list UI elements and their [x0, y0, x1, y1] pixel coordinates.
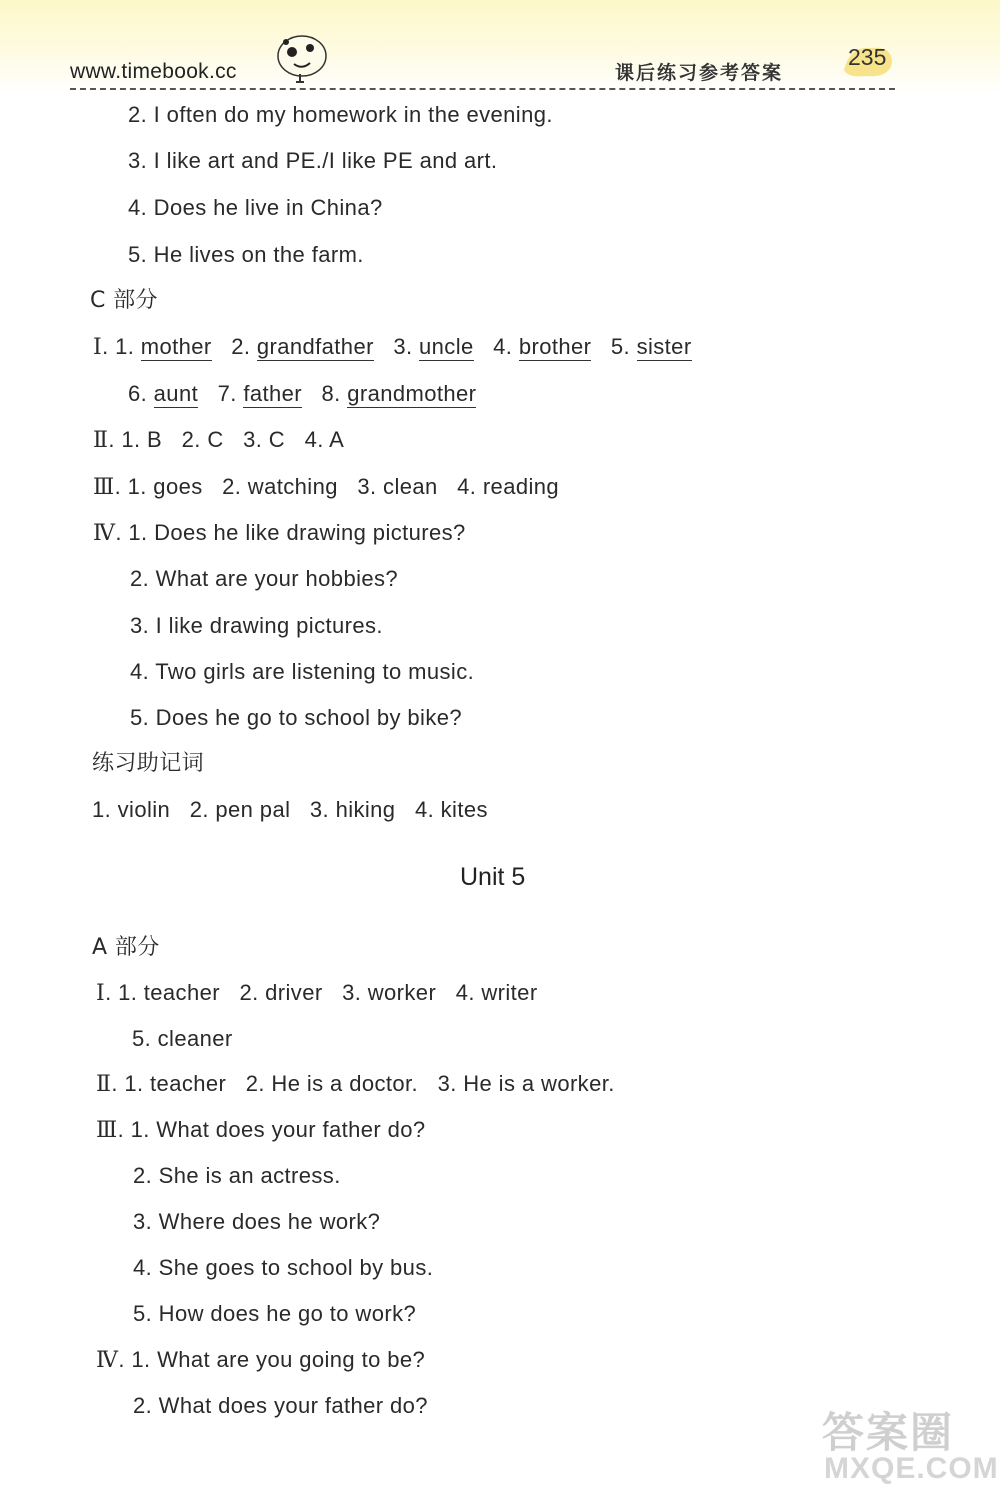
underlined-word: mother	[140, 334, 212, 359]
answer-line-c1: Ⅰ. 1. mother 2. grandfather 3. uncle 4. brother 5. sister	[93, 334, 692, 360]
answer-line-c1b: 6. aunt 7. father 8. grandmother	[128, 381, 477, 406]
header-divider	[70, 88, 895, 90]
site-url: www.timebook.cc	[70, 60, 237, 83]
roman-numeral: Ⅲ	[93, 475, 115, 500]
answer-line-a2: Ⅱ. 1. teacher 2. He is a doctor. 3. He is a worker.	[96, 1071, 615, 1097]
memory-words-line: 1. violin 2. pen pal 3. hiking 4. kites	[92, 797, 488, 822]
answer-line: 5. cleaner	[132, 1026, 233, 1051]
roman-numeral: Ⅳ	[96, 1348, 119, 1373]
roman-numeral: Ⅰ	[93, 335, 103, 360]
section-heading-c: C 部分	[90, 288, 158, 313]
answer-line: 4. Two girls are listening to music.	[130, 659, 475, 684]
answer-line: 5. How does he go to work?	[133, 1301, 417, 1326]
mascot-icon	[270, 30, 330, 85]
underlined-word: brother	[518, 334, 592, 359]
answer-line-a4: Ⅳ. 1. What are you going to be?	[96, 1347, 426, 1373]
underlined-word: uncle	[419, 334, 474, 359]
answer-line: 2. She is an actress.	[133, 1163, 341, 1188]
roman-numeral: Ⅳ	[93, 521, 116, 546]
answer-line: 2. What are your hobbies?	[130, 566, 399, 591]
underlined-word: grandmother	[347, 381, 477, 406]
answer-line: 2. I often do my homework in the evening.	[128, 102, 553, 127]
watermark-url: MXQE.COM	[824, 1452, 999, 1485]
answer-line-c4: Ⅳ. 1. Does he like drawing pictures?	[93, 520, 466, 546]
section-heading-memory-words: 练习助记词	[92, 751, 205, 776]
underlined-word: sister	[636, 334, 692, 359]
watermark	[818, 1400, 998, 1490]
roman-numeral: Ⅱ	[93, 428, 109, 453]
answer-line: 2. What does your father do?	[133, 1393, 428, 1418]
answer-line: 5. Does he go to school by bike?	[130, 705, 463, 730]
answer-line: 4. She goes to school by bus.	[133, 1255, 434, 1280]
section-heading-a: A 部分	[92, 935, 160, 960]
answer-line: 3. I like drawing pictures.	[130, 613, 383, 638]
answer-line: 4. Does he live in China?	[128, 195, 383, 220]
answer-line-c2: Ⅱ. 1. B 2. C 3. C 4. A	[93, 427, 345, 453]
header-title: 课后练习参考答案	[615, 62, 784, 84]
roman-numeral: Ⅲ	[96, 1118, 118, 1143]
underlined-word: aunt	[153, 381, 199, 406]
answer-line: 5. He lives on the farm.	[128, 242, 364, 267]
answer-line: 3. I like art and PE./I like PE and art.	[128, 148, 498, 173]
page-number: 235	[848, 44, 887, 70]
unit-title: Unit 5	[460, 863, 526, 891]
underlined-word: grandfather	[256, 334, 374, 359]
answer-line-a3: Ⅲ. 1. What does your father do?	[96, 1117, 426, 1143]
underlined-word: father	[243, 381, 302, 406]
answer-line-c3: Ⅲ. 1. goes 2. watching 3. clean 4. reading	[93, 474, 560, 500]
watermark-logo: 答案圈	[822, 1408, 955, 1457]
answer-line-a1: Ⅰ. 1. teacher 2. driver 3. worker 4. writer	[96, 980, 538, 1006]
roman-numeral: Ⅰ	[96, 981, 106, 1006]
answer-line: 3. Where does he work?	[133, 1209, 381, 1234]
roman-numeral: Ⅱ	[96, 1072, 112, 1097]
